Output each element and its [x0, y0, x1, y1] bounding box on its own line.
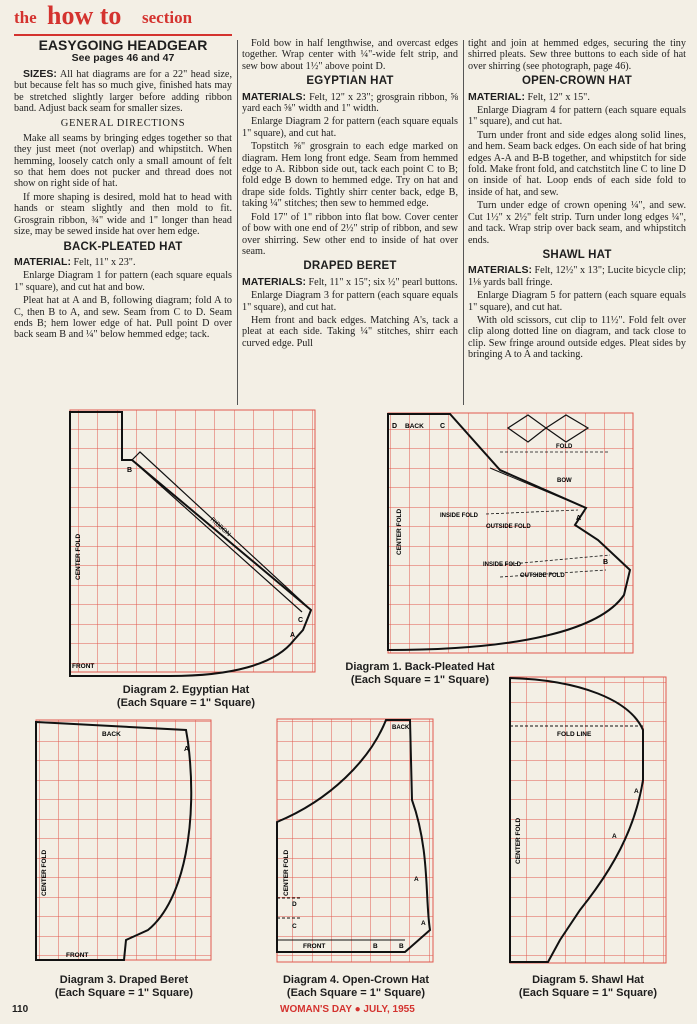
diagram-5-caption — [498, 974, 678, 1000]
backpleated-p2: Pleat hat at A and B, following diagram; fold A to C, then B to A, and sew. Seam from C to D. Seam ends B; hem lower edge of hat. Pull point D over back seam B and ¼" below hemmed edge; tack. — [14, 295, 232, 341]
diagram-3-caption-title: Diagram 3. Draped Beret — [59, 974, 189, 986]
diagram-3-grid — [36, 720, 211, 960]
diagram-5-label-a2: A — [612, 833, 617, 840]
backpleated-mat-text: Felt, 11" x 23". — [70, 256, 136, 268]
header-the: the — [14, 8, 37, 27]
general-heading: GENERAL DIRECTIONS — [60, 118, 186, 130]
diagram-3-caption-scale: (Each Square = 1" Square) — [54, 987, 194, 999]
diagram-2-label-b: B — [127, 467, 133, 474]
diagram-4-caption-title: Diagram 4. Open-Crown Hat — [282, 974, 430, 986]
header-how-to: how to — [47, 1, 122, 30]
diagram-4-label-center-fold: CENTER FOLD — [283, 849, 290, 896]
beret-mat-text: Felt, 11" x 15"; six ½" pearl buttons. — [305, 276, 458, 288]
diagram-3-label-a: A — [184, 746, 190, 753]
diagram-2-label-front: FRONT — [72, 663, 95, 670]
diagram-3-label-back: BACK — [102, 731, 121, 738]
beret-p1: Enlarge Diagram 3 for pattern (each square equals 1" square), and cut hat. — [242, 290, 458, 313]
page-number: 110 — [12, 1004, 29, 1015]
beret-heading: DRAPED BERET — [303, 260, 397, 273]
opencrown-p2: Turn under front and side edges along solid lines, and hem. Seam back edges. On each side of hat bring edges A-A and B-B together, and whipstitch for side fold. Make front fold, and catchstitch line C to line D on inside of hat. Loop ends of each side fold to inside of hat, and sew. — [468, 129, 686, 198]
diagram-2-caption — [96, 684, 276, 710]
diagram-1-label-inside-fold-2: INSIDE FOLD — [483, 562, 522, 568]
diagram-1-label-center-fold: CENTER FOLD — [396, 508, 403, 555]
diagram-2-caption-title: Diagram 2. Egyptian Hat — [122, 684, 250, 696]
diagram-4-open-crown-hat — [277, 719, 433, 962]
diagram-1-back-pleated-hat — [388, 413, 633, 653]
general-p2: If more shaping is desired, mold hat to head with hands or steam slightly and then mold to fit. Grosgrain ribbon, ¾" wide and 1" longer than head size, may be sewed inside hat over hem edge. — [14, 191, 232, 238]
diagram-5-label-fold-line: FOLD LINE — [557, 731, 592, 738]
shawl-p2: With old scissors, cut clip to 11½". Fold felt over clip along dotted line on diagram, and tack close to clip. Sew fringe around outside edges. Pleat sides by bringing A to A and tacking. — [468, 314, 686, 361]
diagram-3-caption — [34, 974, 214, 1000]
beret-mat-label: MATERIALS: — [242, 275, 306, 288]
egyptian-mat-label: MATERIALS: — [242, 90, 306, 103]
diagram-2-grid — [70, 410, 315, 672]
diagram-1-label-fold: FOLD — [556, 444, 573, 450]
diagram-5-label-center-fold: CENTER FOLD — [515, 817, 522, 864]
diagram-4-caption-scale: (Each Square = 1" Square) — [286, 987, 426, 999]
backpleated-p1: Enlarge Diagram 1 for pattern (each square equals 1" square), and cut hat and bow. — [14, 270, 232, 293]
opencrown-heading: OPEN-CROWN HAT — [522, 75, 632, 88]
diagram-2-label-center-fold: CENTER FOLD — [75, 533, 82, 580]
opencrown-p1: Enlarge Diagram 4 for pattern (each square equals 1" square), and cut hat. — [468, 105, 686, 128]
diagram-2-label-ribbon: RIBBON — [208, 516, 232, 539]
egyptian-p1: Enlarge Diagram 2 for pattern (each square equals 1" square), and cut hat. — [242, 116, 458, 139]
diagram-1-label-a: A — [576, 515, 582, 522]
header-section: section — [142, 8, 193, 27]
diagram-4-caption — [266, 974, 446, 1000]
diagram-4-label-a2: A — [421, 920, 426, 927]
shawl-heading: SHAWL HAT — [542, 248, 612, 261]
egyptian-mat-text: Felt, 12" x 23"; grosgrain ribbon, ⅝ yard each ⅝" width and 1" width. — [242, 91, 458, 115]
diagram-4-label-b1: B — [373, 943, 378, 950]
diagram-3-draped-beret — [36, 720, 211, 960]
opencrown-mat-text: Felt, 12" x 15". — [524, 91, 590, 103]
diagram-5-caption-title: Diagram 5. Shawl Hat — [532, 974, 644, 986]
egyptian-heading: EGYPTIAN HAT — [306, 75, 394, 88]
diagram-4-label-d: D — [292, 901, 297, 908]
diagram-2-label-c: C — [298, 617, 304, 624]
diagram-1-caption — [330, 661, 510, 687]
diagram-1-caption-title: Diagram 1. Back-Pleated Hat — [345, 661, 495, 673]
diagram-1-label-b: B — [603, 559, 609, 566]
diagram-1-label-inside-fold-1: INSIDE FOLD — [440, 513, 479, 519]
diagram-4-label-b2: B — [399, 943, 404, 950]
diagram-4-label-back: BACK — [392, 725, 410, 731]
diagram-4-label-front: FRONT — [303, 943, 326, 950]
diagram-2-caption-scale: (Each Square = 1" Square) — [116, 697, 256, 709]
diagram-3-label-center-fold: CENTER FOLD — [41, 849, 48, 896]
beret-p2: Hem front and back edges. Matching A's, tack a pleat at each side. Taking ¼" stitches, shirr each curved edge. Pull — [242, 314, 458, 349]
diagram-4-label-c: C — [292, 923, 297, 930]
diagram-5-grid — [510, 677, 666, 963]
shawl-mat-text: Felt, 12½" x 13"; Lucite bicycle clip; 1⅛ yards ball fringe. — [468, 265, 686, 288]
shawl-mat-label: MATERIALS: — [468, 264, 532, 277]
magazine-footer: WOMAN'S DAY ● JULY, 1955 — [280, 1004, 415, 1015]
diagram-2-egyptian-hat — [70, 410, 315, 676]
col3-p1: tight and join at hemmed edges, securing the tiny shirred pleats. Sew three buttons to each side of hat over shirring (see photograph, page 46). — [468, 38, 686, 72]
diagram-1-label-c: C — [440, 423, 446, 430]
shawl-p1: Enlarge Diagram 5 for pattern (each square equals 1" square), and cut hat. — [468, 290, 686, 313]
opencrown-p3: Turn under edge of crown opening ¼", and sew. Cut 1½" x 2½" felt strip. Turn under long edges ¼", and tack. Wrap strip over back seam, and whipstitch ends. — [468, 200, 686, 246]
diagram-5-label-a1: A — [634, 788, 639, 795]
diagram-3-label-front: FRONT — [66, 952, 89, 959]
diagram-5-caption-scale: (Each Square = 1" Square) — [518, 987, 658, 999]
opencrown-mat-label: MATERIAL: — [468, 90, 525, 103]
article-title: EASYGOING HEADGEAR — [38, 37, 208, 53]
diagram-1-label-outside-fold-2: OUTSIDE FOLD — [520, 573, 565, 579]
sizes-text: All hat diagrams are for a 22" head size, but because felt has so much give, finished hats may be stretched slightly larger before adding ribbon band. Adjust back seam for smaller sizes. — [14, 68, 232, 115]
backpleated-mat-label: MATERIAL: — [14, 255, 71, 268]
diagram-1-caption-scale: (Each Square = 1" Square) — [350, 674, 490, 686]
backpleated-heading: BACK-PLEATED HAT — [63, 240, 183, 253]
general-p1: Make all seams by bringing edges together so that they just meet (not overlap) and whipstitch. When hemming, loosely catch only a small amount of felt so that hem does not pucker and thread does not show on right side of hat. — [14, 132, 232, 190]
diagram-4-label-a1: A — [414, 876, 419, 883]
diagram-1-label-bow: BOW — [557, 478, 572, 484]
diagram-1-label-back: BACK — [405, 423, 424, 430]
article-subtitle: See pages 46 and 47 — [71, 52, 175, 65]
diagram-1-label-d: D — [392, 423, 398, 430]
diagram-4-grid — [277, 719, 433, 962]
diagram-1-label-outside-fold-1: OUTSIDE FOLD — [486, 524, 531, 530]
diagram-5-shawl-hat — [510, 677, 666, 963]
sizes-label: SIZES: — [23, 67, 57, 80]
col2-p1: Fold bow in half lengthwise, and overcast edges together. Wrap center with ¼"-wide felt strip, and sew bow about 1½" above point D. — [242, 38, 458, 72]
egyptian-p2: Topstitch ⅝" grosgrain to each edge marked on diagram. Hem long front edge. Seam from hemmed edge to A. Ribbon side out, tack each point C to B; fold edge B down to hemmed edge. Try on hat and drape side folds. Tightly shirr center back, edge B, taking ¼" stitches; then sew to hemmed edge. — [242, 141, 458, 210]
egyptian-p3: Fold 17" of 1" ribbon into flat bow. Cover center of bow with one end of 2½" strip of ribbon, and sew over shirring. Sew other end to inside of hat over seam. — [242, 211, 458, 257]
diagram-2-label-a: A — [290, 632, 296, 639]
